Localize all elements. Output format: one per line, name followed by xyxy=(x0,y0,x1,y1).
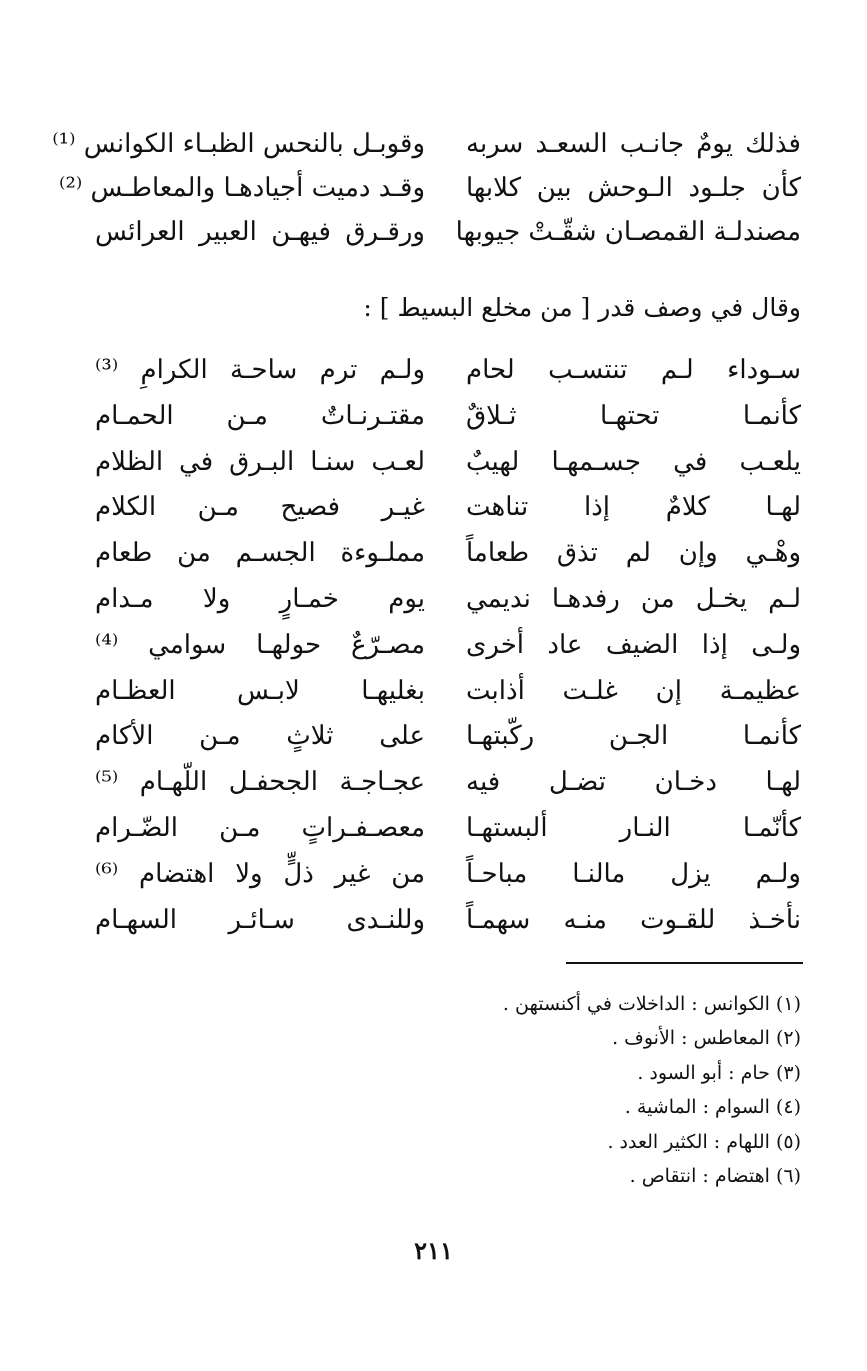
first-hemistich: كأنمـا الجـن ركّبتهـا xyxy=(466,721,801,752)
first-hemistich: لهـا دخـان تضـل فيه xyxy=(466,767,801,798)
verse-line xyxy=(95,898,801,944)
verse-line xyxy=(95,348,801,394)
first-hemistich: يلعـب في جسـمهـا لهيبٌ xyxy=(466,446,801,477)
verse-line xyxy=(95,623,801,669)
page-number: ٢١١ xyxy=(414,1236,453,1265)
first-hemistich: وهْـي وإن لم تذق طعاماً xyxy=(466,538,801,569)
poem-introduction: وقال في وصف قدر [ من مخلع البسيط ] : xyxy=(363,293,801,322)
second-hemistich: ولـم ترم ساحـة الكرامِ ⁽³⁾ xyxy=(95,355,425,385)
first-hemistich: عظيمـة إن غلـت أذابت xyxy=(466,675,801,706)
verse-line xyxy=(95,806,801,852)
footnote: (٥) اللهام : الكثير العدد . xyxy=(607,1130,801,1153)
footnote: (٤) السوام : الماشية . xyxy=(624,1096,801,1119)
footnote: (٢) المعاطس : الأنوف . xyxy=(612,1027,801,1050)
second-hemistich: مملـوءة الجسـم من طعام xyxy=(95,538,425,569)
second-hemistich: ورقـرق فيهـن العبير العرائس xyxy=(95,217,425,247)
footnotes xyxy=(503,987,801,1193)
second-hemistich: بغليهـا لابـس العظـام xyxy=(95,675,425,706)
first-hemistich: ولـم يزل مالنـا مباحـاً xyxy=(466,858,801,889)
second-hemistich: وللنـدى سـائـر السهـام xyxy=(95,904,425,935)
first-hemistich: لهـا كلامٌ إذا تناهت xyxy=(466,492,801,523)
second-hemistich: مقتـرنـاتٌ مـن الحمـام xyxy=(95,400,425,431)
second-hemistich: وقـد دميت أجيادهـا والمعاطـس ⁽²⁾ xyxy=(59,173,425,203)
verse-line xyxy=(95,485,801,531)
verse-line xyxy=(95,440,801,486)
footnote: (١) الكوانس : الداخلات في أكنستهن . xyxy=(502,993,801,1015)
verse-line xyxy=(95,760,801,806)
verse-line xyxy=(59,166,801,210)
opening-verses xyxy=(52,122,801,254)
verse-line xyxy=(52,122,801,166)
verse-line xyxy=(95,394,801,440)
verse-line xyxy=(95,714,801,760)
verse-line xyxy=(95,577,801,623)
footnote: (٣) حام : أبو السود . xyxy=(637,1061,801,1084)
first-hemistich: كأنّمـا النـار ألبستهـا xyxy=(466,812,801,843)
second-hemistich: وقوبـل بالنحس الظبـاء الكوانس ⁽¹⁾ xyxy=(52,129,425,159)
poem-verses xyxy=(95,348,801,943)
first-hemistich: فذلك يومٌ جانـب السعـد سربه xyxy=(466,129,801,159)
verse-line xyxy=(95,852,801,898)
second-hemistich: عجـاجـة الجحفـل اللّهـام ⁽⁵⁾ xyxy=(95,767,425,798)
second-hemistich: لعـب سنـا البـرق في الظلام xyxy=(95,446,425,477)
second-hemistich: معصـفـراتٍ مـن الضّـرام xyxy=(95,812,425,843)
first-hemistich: كأن جلـود الـوحش بين كلابها xyxy=(466,173,801,203)
footnote: (٦) اهتضام : انتقاص . xyxy=(629,1164,801,1187)
second-hemistich: على ثلاثٍ مـن الأكام xyxy=(95,721,425,752)
first-hemistich: سـوداء لـم تنتسـب لحام xyxy=(466,355,801,385)
second-hemistich: مصـرّعٌ حولهـا سوامي ⁽⁴⁾ xyxy=(95,629,425,660)
second-hemistich: من غير ذلٍّ ولا اهتضام ⁽⁶⁾ xyxy=(95,858,425,889)
first-hemistich: كأنمـا تحتهـا ثـلاقٌ xyxy=(466,400,801,431)
verse-line xyxy=(95,210,801,254)
second-hemistich: غيـر فصيح مـن الكلام xyxy=(95,492,425,523)
first-hemistich: ولـى إذا الضيف عاد أخرى xyxy=(466,629,801,660)
footnote-divider xyxy=(566,962,803,964)
verse-line xyxy=(95,531,801,577)
first-hemistich: لـم يخـل من رفدهـا نديمي xyxy=(466,583,801,614)
first-hemistich: نأخـذ للقـوت منـه سهمـاً xyxy=(466,904,801,935)
verse-line xyxy=(95,669,801,715)
second-hemistich: يوم خمـارٍ ولا مـدام xyxy=(95,583,425,614)
first-hemistich: مصندلـة القمصـان شقّـتْ جيوبها xyxy=(455,217,801,247)
